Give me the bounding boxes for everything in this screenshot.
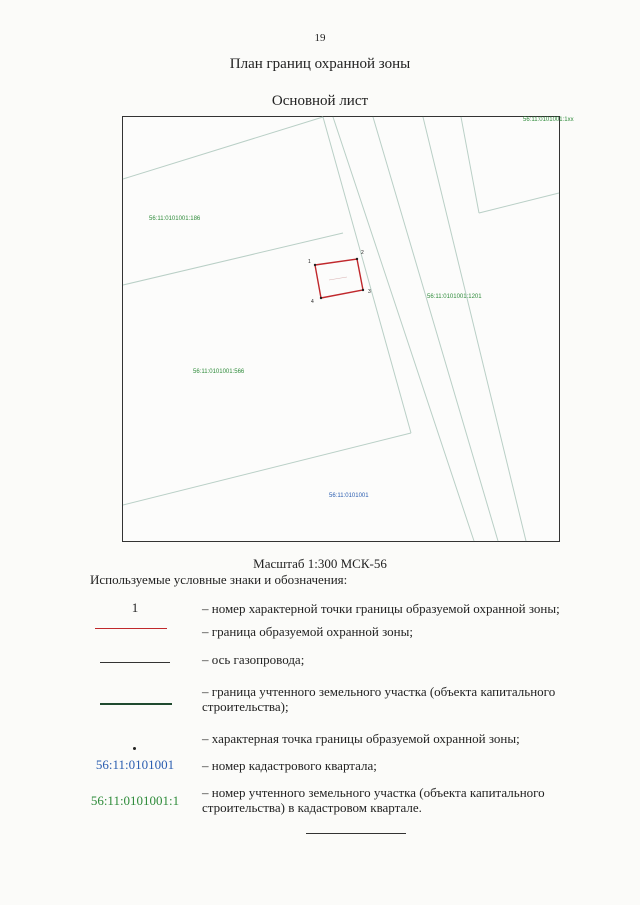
zone-point-4-label: 4 (311, 299, 314, 305)
map-frame[interactable] (122, 116, 574, 542)
red-line-icon (95, 628, 167, 629)
end-divider (306, 833, 406, 834)
street-center-line (373, 117, 498, 541)
legend-title: Используемые условные знаки и обозначения: (90, 572, 348, 587)
cadastral-map (123, 117, 574, 541)
legend-item-zone-boundary (0, 621, 640, 651)
legend-symbol-parcel-number: 56:11:0101001:1 (90, 793, 180, 808)
legend-symbol-point-number: 1 (131, 600, 139, 615)
parcel-east-bottom-edge (479, 193, 559, 213)
parcel-label-186: 56:11:0101001:186 (149, 216, 201, 222)
legend-desc-parcel-number: – номер учтенного земельного участка (объекта капитального строительства) в кадастровом квартале. (202, 785, 545, 815)
gas-pipe-axis (329, 277, 347, 280)
legend-desc-pipe-axis: – ось газопровода; (202, 652, 305, 667)
legend-desc-parcel-boundary: – граница учтенного земельного участка (объекта капитального строительства); (202, 684, 556, 714)
zone-point-2-label: 2 (361, 250, 364, 256)
legend-desc-zone-point: – характерная точка границы образуемой охранной зоны; (202, 731, 520, 746)
parcel-186-top-line (123, 117, 323, 179)
legend-desc-quarter-number: – номер кадастрового квартала; (202, 758, 377, 773)
legend-symbol-zone-boundary (80, 621, 190, 651)
legend-desc-point-number: – номер характерной точки границы образуемой охранной зоны; (202, 601, 560, 616)
parcel-label-1201: 56:11:0101001:1201 (427, 294, 482, 300)
dark-green-line-icon (100, 703, 172, 705)
black-line-icon (100, 662, 170, 663)
street-west-edge (333, 117, 474, 541)
parcel-label-566: 56:11:0101001:566 (193, 369, 245, 375)
legend-symbol-quarter-number: 56:11:0101001 (95, 757, 175, 772)
legend-item-quarter-number (0, 757, 640, 787)
legend-desc-zone-boundary: – граница образуемой охранной зоны; (202, 624, 413, 639)
legend-symbol-pipe-axis (80, 650, 190, 680)
zone-point-1-dot (314, 264, 316, 266)
parcel-east-left-edge (461, 117, 479, 213)
zone-point-1-label: 1 (308, 259, 311, 265)
point-dot-icon (133, 747, 136, 750)
legend-item-pipe-axis (0, 650, 640, 680)
map-scale: Масштаб 1:300 МСК-56 (253, 556, 387, 571)
quarter-label: 56:11:0101001 (329, 493, 369, 499)
legend-item-parcel-number (0, 784, 640, 814)
zone-point-2-dot (356, 258, 358, 260)
street-east-edge (423, 117, 526, 541)
legend-symbol-parcel-boundary (80, 683, 190, 713)
street-west-edge-upper (323, 117, 411, 433)
zone-point-3-label: 3 (368, 289, 371, 295)
legend-symbol-zone-point (80, 730, 190, 760)
legend-item-zone-point (0, 730, 640, 760)
page-title: План границ охранной зоны (229, 56, 411, 72)
page-number: 19 (314, 32, 326, 44)
sheet-subtitle: Основной лист (271, 93, 369, 109)
parcel-label-top-right: 56:11:0101001:1xx (523, 117, 574, 123)
legend-item-parcel-boundary (0, 683, 640, 713)
zone-point-4-dot (320, 297, 322, 299)
zone-point-3-dot (362, 289, 364, 291)
